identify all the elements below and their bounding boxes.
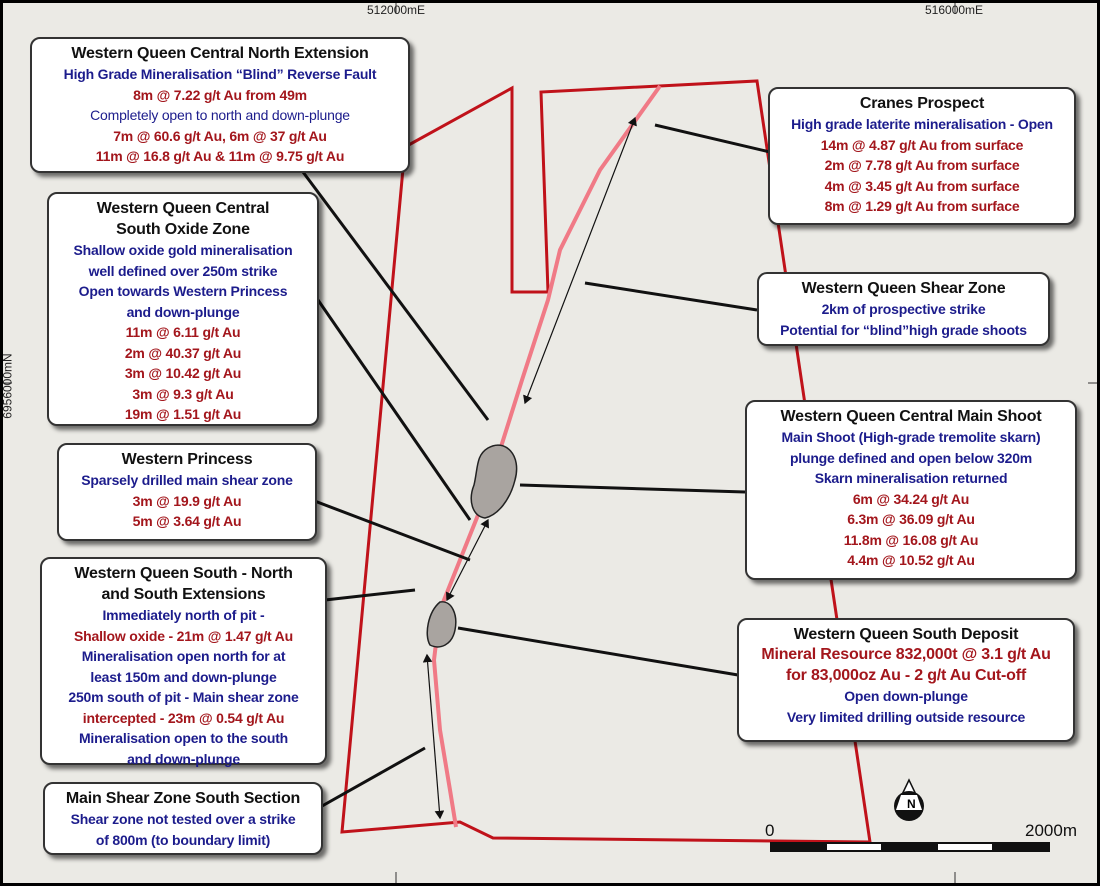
callout-line: Main Shoot (High-grade tremolite skarn) [781,429,1041,445]
scale-bar [770,842,1050,852]
callout-cranes-prospect [768,87,1076,225]
callout-line: for 83,000oz Au - 2 g/t Au Cut-off [785,666,1026,684]
callout-line: 5m @ 3.64 g/t Au [132,513,242,529]
callout-line: 6m @ 34.24 g/t Au [852,490,970,507]
main-shoot-pod [471,445,516,518]
callout-line: 4.4m @ 10.52 g/t Au [847,552,975,568]
callout-title: Western Princess [121,451,253,468]
callout-line: 2m @ 40.37 g/t Au [124,344,242,361]
callout-western-princess [57,443,317,541]
callout-line: Shallow oxide gold mineralisation [73,242,293,258]
callout-line: 6.3m @ 36.09 g/t Au [847,511,975,527]
callout-line: Very limited drilling outside resource [786,708,1026,725]
callout-line: plunge defined and open below 320m [789,449,1033,466]
callout-wq-central-north-extension [30,37,410,173]
callout-line: 3m @ 10.42 g/t Au [124,365,242,381]
callout-line: Completely open to north and down-plunge [90,107,350,123]
callout-title: Main Shear Zone South Section [65,790,301,807]
callout-line: 19m @ 1.51 g/t Au [124,406,242,422]
callout-line: Open down-plunge [844,688,968,704]
callout-line: 7m @ 60.6 g/t Au, 6m @ 37 g/t Au [113,127,327,144]
callout-line: 14m @ 4.87 g/t Au from surface [820,136,1024,153]
south-deposit-pod [427,602,456,647]
callout-line: Shallow oxide - 21m @ 1.47 g/t Au [74,627,293,644]
callout-line: Shear zone not tested over a strike [70,811,296,827]
callout-line: 2km of prospective strike [821,301,986,317]
callout-wq-south-north-south-extensions [40,557,327,765]
callout-title: and South Extensions [101,586,266,603]
scale-end-label: 2000m [1025,821,1077,840]
callout-line: of 800m (to boundary limit) [95,831,271,848]
callout-line: 3m @ 19.9 g/t Au [132,492,242,509]
callout-line: 11m @ 6.11 g/t Au [125,324,241,340]
callout-wq-south-deposit [737,618,1075,742]
callout-line: 8m @ 1.29 g/t Au from surface [824,198,1020,214]
callout-line: Potential for “blind”high grade shoots [780,321,1027,338]
callout-line: 250m south of pit - Main shear zone [68,689,299,705]
callout-title: Western Queen Central Main Shoot [780,408,1042,425]
callout-wq-shear-zone [757,272,1050,346]
callout-line: Mineral Resource 832,000t @ 3.1 g/t Au [761,646,1051,663]
callout-line: and down-plunge [127,750,240,767]
callout-line: well defined over 250m strike [88,262,278,279]
callout-title: South Oxide Zone [116,221,250,238]
callout-line: 8m @ 7.22 g/t Au from 49m [133,86,307,103]
callout-title: Western Queen Shear Zone [801,280,1006,297]
callout-wq-central-south-oxide [47,192,319,426]
callout-line: 11m @ 16.8 g/t Au & 11m @ 9.75 g/t Au [95,148,345,164]
callout-line: least 150m and down-plunge [90,668,277,685]
callout-line: Immediately north of pit - [102,607,265,623]
callout-line: Open towards Western Princess [78,283,288,299]
callout-line: 3m @ 9.3 g/t Au [132,385,234,402]
callout-line: Mineralisation open to the south [78,730,289,746]
callout-line: Sparsely drilled main shear zone [81,472,293,488]
callout-title: Cranes Prospect [859,95,985,112]
callout-line: and down-plunge [126,303,240,320]
leader-lines [300,125,770,810]
callout-line: 2m @ 7.78 g/t Au from surface [824,157,1020,173]
callout-wq-central-main-shoot [745,400,1077,580]
callout-line: Skarn mineralisation returned [814,470,1008,486]
callout-line: Mineralisation open north for at [81,648,286,664]
callout-line: intercepted - 23m @ 0.54 g/t Au [82,709,285,726]
callout-title: Western Queen Central North Extension [71,45,369,62]
callout-title: Western Queen South - North [74,565,293,582]
callout-line: High grade laterite mineralisation - Open [791,116,1053,132]
callout-line: High Grade Mineralisation “Blind” Reverse Fault [63,66,377,82]
callout-title: Western Queen South Deposit [793,626,1019,643]
callout-title: Western Queen Central [96,200,270,217]
callout-line: 4m @ 3.45 g/t Au from surface [824,177,1020,194]
callout-main-shear-zone-south [43,782,323,855]
north-label: N [907,797,916,811]
northing-label: 6956000mN [0,353,15,419]
scale-start-label: 0 [765,821,775,840]
easting-label-1: 512000mE [367,3,426,17]
extent-arrows [427,118,635,818]
easting-label-2: 516000mE [925,3,984,17]
map-frame [0,3,1097,883]
shear-zone-line [434,86,660,827]
callout-line: 11.8m @ 16.08 g/t Au [843,531,979,548]
